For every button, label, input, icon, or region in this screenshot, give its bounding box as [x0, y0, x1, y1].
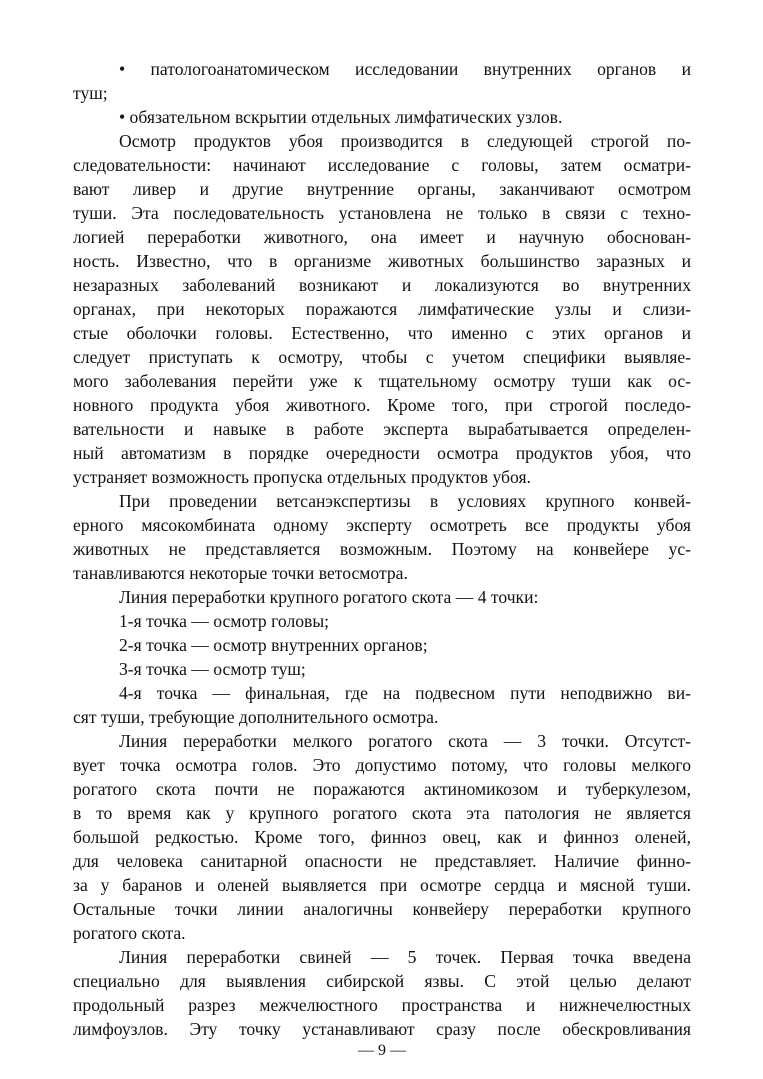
text-line: 3-я точка — осмотр туш; — [119, 659, 306, 679]
text-line: При проведении ветсанэкспертизы в условиях крупного конвей- — [119, 491, 691, 511]
text-line: для человека санитарной опасности не представляет. Наличие финно- — [73, 851, 691, 871]
text-line: • обязательном вскрытии отдельных лимфатических узлов. — [119, 107, 563, 127]
text-line: вают ливер и другие внутренние органы, заканчивают осмотром — [73, 179, 691, 199]
page-number: — 9 — — [358, 1042, 406, 1059]
text-line: Осмотр продуктов убоя производится в следующей строгой по- — [119, 131, 691, 151]
text-line: Линия переработки мелкого рогатого скота — 3 точки. Отсутст- — [119, 731, 691, 751]
text-line: туш; — [73, 83, 108, 103]
text-line: ный автоматизм в порядке очередности осмотра продуктов убоя, что — [73, 443, 691, 463]
text-line: танавливаются некоторые точки ветосмотра. — [73, 563, 408, 583]
text-line: лимфоузлов. Эту точку устанавливают сразу после обескровливания — [73, 1019, 691, 1039]
document-page — [73, 0, 691, 1079]
text-line: 2-я точка — осмотр внутренних органов; — [119, 635, 428, 655]
text-line: в то время как у крупного рогатого скота эта патология не является — [73, 803, 691, 823]
text-line: сят туши, требующие дополнительного осмотра. — [73, 707, 439, 727]
text-line: 4-я точка — финальная, где на подвесном пути неподвижно ви- — [119, 683, 691, 703]
text-line: устраняет возможность пропуска отдельных продуктов убоя. — [73, 467, 531, 487]
text-line: следует приступать к осмотру, чтобы с учетом специфики выявляе- — [73, 347, 691, 367]
text-line: Линия переработки свиней — 5 точек. Первая точка введена — [119, 947, 691, 967]
text-line: ность. Известно, что в организме животных большинство заразных и — [73, 251, 691, 271]
text-line: вует точка осмотра голов. Это допустимо потому, что головы мелкого — [73, 755, 691, 775]
text-line: за у баранов и оленей выявляется при осмотре сердца и мясной туши. — [73, 875, 691, 895]
text-line: следовательности: начинают исследование с головы, затем осматри- — [73, 155, 691, 175]
text-line: большой редкостью. Кроме того, финноз овец, как и финноз оленей, — [73, 827, 691, 847]
text-line: рогатого скота почти не поражаются актиномикозом и туберкулезом, — [73, 779, 691, 799]
text-line: 1-я точка — осмотр головы; — [119, 611, 330, 631]
text-line: Линия переработки крупного рогатого скота — 4 точки: — [119, 587, 539, 607]
text-line: логией переработки животного, она имеет и научную обоснован- — [73, 227, 691, 247]
text-line: • патологоанатомическом исследовании внутренних органов и — [119, 59, 691, 79]
text-line: незаразных заболеваний возникают и локализуются во внутренних — [73, 275, 691, 295]
text-line: Остальные точки линии аналогичны конвейеру переработки крупного — [73, 899, 691, 919]
text-line: вательности и навыке в работе эксперта вырабатывается определен- — [73, 419, 691, 439]
text-line: ерного мясокомбината одному эксперту осмотреть все продукты убоя — [73, 515, 691, 535]
text-line: туши. Эта последовательность установлена не только в связи с техно- — [73, 203, 691, 223]
text-line: продольный разрез межчелюстного пространства и нижнечелюстных — [73, 995, 691, 1015]
text-line: органах, при некоторых поражаются лимфатические узлы и слизи- — [73, 299, 691, 319]
text-line: животных не представляется возможным. Поэтому на конвейере ус- — [73, 539, 691, 559]
text-line: новного продукта убоя животного. Кроме того, при строгой последо- — [73, 395, 691, 415]
text-line: специально для выявления сибирской язвы. С этой целью делают — [73, 971, 691, 991]
text-line: стые оболочки головы. Естественно, что именно с этих органов и — [73, 323, 691, 343]
text-line: мого заболевания перейти уже к тщательному осмотру туши как ос- — [73, 371, 691, 391]
text-line: рогатого скота. — [73, 923, 186, 943]
